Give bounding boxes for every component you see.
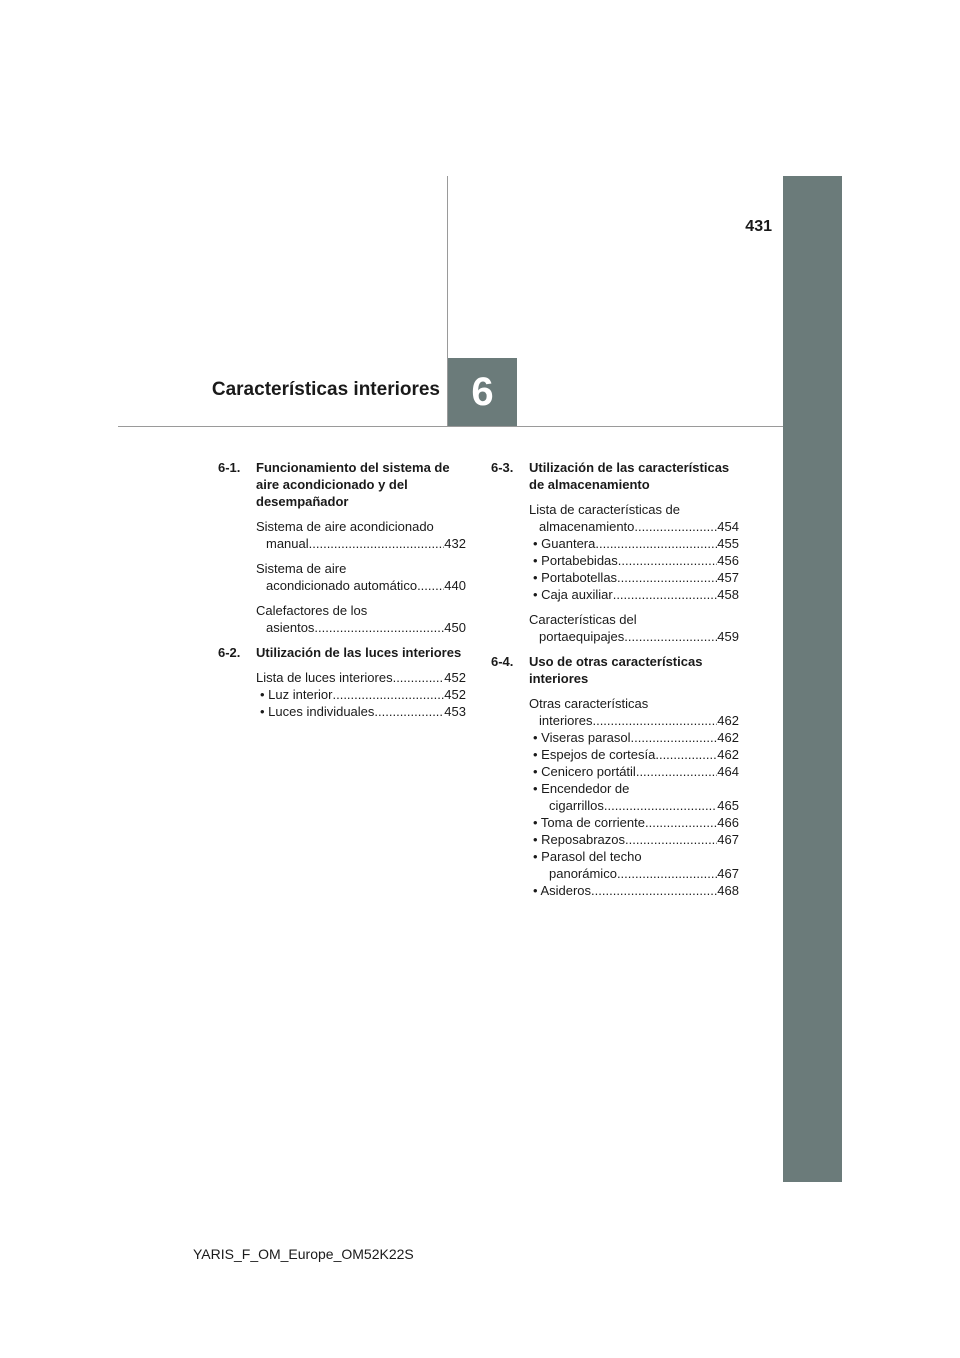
dot-leader <box>634 518 717 535</box>
entry-text: Sistema de aire acondicionado <box>256 519 434 534</box>
subitem-text: • Cenicero portátil <box>533 764 636 779</box>
entry-page: 465 <box>717 798 739 813</box>
toc-section-6-3 <box>491 459 739 645</box>
toc-subitem[interactable] <box>256 686 466 703</box>
dot-leader <box>624 628 717 645</box>
section-heading[interactable] <box>218 644 466 661</box>
section-number: 6-2. <box>218 645 241 660</box>
entry-page: 452 <box>444 670 466 685</box>
section-heading[interactable] <box>491 459 739 493</box>
section-heading[interactable] <box>491 653 739 687</box>
toc-subitem[interactable] <box>529 552 739 569</box>
entry-page: 455 <box>717 536 739 551</box>
section-title: Utilización de las características de almacenamiento <box>529 460 730 492</box>
dot-leader <box>314 619 444 636</box>
dot-leader <box>636 763 717 780</box>
toc-subitem[interactable] <box>529 763 739 780</box>
dot-leader <box>417 577 444 594</box>
toc-entry[interactable] <box>256 669 466 720</box>
dot-leader <box>613 586 718 603</box>
toc-subitem[interactable] <box>529 586 739 603</box>
toc-section-6-1 <box>218 459 466 636</box>
dot-leader <box>645 814 717 831</box>
entry-page: 452 <box>444 687 466 702</box>
section-heading[interactable] <box>218 459 466 510</box>
section-number: 6-3. <box>491 460 514 475</box>
dot-leader <box>591 882 717 899</box>
entry-page: 450 <box>444 620 466 635</box>
section-title: Utilización de las luces interiores <box>256 645 462 660</box>
toc-subitem[interactable] <box>529 569 739 586</box>
entry-text: Lista de luces interiores <box>256 670 393 685</box>
toc-subitem[interactable] <box>529 814 739 831</box>
toc-entry[interactable] <box>256 602 466 636</box>
subitem-text: • Caja auxiliar <box>533 587 613 602</box>
toc-section-6-4 <box>491 653 739 899</box>
entry-text: asientos <box>266 620 315 635</box>
entry-text: Sistema de aire <box>256 561 347 576</box>
section-number: 6-4. <box>491 654 514 669</box>
entry-page: 458 <box>717 587 739 602</box>
dot-leader <box>625 831 717 848</box>
section-title: Funcionamiento del sistema de aire acondicionado y del desempañador <box>256 460 450 509</box>
dot-leader <box>617 569 717 586</box>
subitem-text: • Portabebidas <box>533 553 618 568</box>
toc-column-left <box>218 459 466 728</box>
subitem-text: panorámico <box>549 866 617 881</box>
toc-entry[interactable] <box>529 611 739 645</box>
entry-page: 462 <box>717 747 739 762</box>
toc-subitem[interactable] <box>529 780 739 797</box>
subitem-text: • Asideros <box>533 883 592 898</box>
dot-leader <box>631 729 718 746</box>
entry-page: 468 <box>717 883 739 898</box>
dot-leader <box>374 703 444 720</box>
entry-text: almacenamiento <box>539 519 635 534</box>
toc-subitem[interactable] <box>529 831 739 848</box>
chapter-number-badge <box>448 358 517 426</box>
subitem-text: • Luces individuales <box>260 704 375 719</box>
entry-page: 462 <box>717 713 739 728</box>
toc-column-right <box>491 459 739 907</box>
subitem-text: • Parasol del techo <box>533 849 642 864</box>
entry-text: Lista de características de <box>529 502 681 517</box>
dot-leader <box>592 712 717 729</box>
section-title: Uso de otras características interiores <box>529 654 703 686</box>
toc-entry[interactable] <box>529 695 739 899</box>
subitem-text: • Guantera <box>533 536 596 551</box>
entry-page: 432 <box>444 536 466 551</box>
entry-text: Características del <box>529 612 637 627</box>
chapter-title: Características interiores <box>211 379 440 400</box>
toc-entry[interactable] <box>256 560 466 594</box>
subitem-text: • Espejos de cortesía <box>533 747 656 762</box>
entry-text: Calefactores de los <box>256 603 368 618</box>
entry-text: interiores <box>539 713 593 728</box>
entry-page: 466 <box>717 815 739 830</box>
subitem-text: • Viseras parasol <box>533 730 631 745</box>
header-rule <box>118 426 783 427</box>
chapter-side-tab <box>783 176 842 1182</box>
subitem-text: • Toma de corriente <box>533 815 645 830</box>
chapter-number: 6 <box>471 369 494 414</box>
toc-entry[interactable] <box>256 518 466 552</box>
entry-page: 456 <box>717 553 739 568</box>
entry-text: Otras características <box>529 696 649 711</box>
subitem-text: • Encendedor de <box>533 781 630 796</box>
dot-leader <box>309 535 445 552</box>
entry-page: 453 <box>444 704 466 719</box>
toc-subitem[interactable] <box>529 746 739 763</box>
entry-page: 462 <box>717 730 739 745</box>
entry-page: 464 <box>717 764 739 779</box>
dot-leader <box>604 797 717 814</box>
dot-leader <box>393 669 445 686</box>
toc-subitem-continued[interactable] <box>529 797 739 814</box>
dot-leader <box>655 746 717 763</box>
entry-page: 440 <box>444 578 466 593</box>
toc-subitem[interactable] <box>529 729 739 746</box>
subitem-text: cigarrillos <box>549 798 604 813</box>
toc-section-6-2 <box>218 644 466 720</box>
entry-page: 459 <box>717 629 739 644</box>
dot-leader <box>595 535 717 552</box>
dot-leader <box>617 865 717 882</box>
entry-text: manual <box>266 536 309 551</box>
entry-page: 454 <box>717 519 739 534</box>
entry-page: 467 <box>717 832 739 847</box>
subitem-text: • Reposabrazos <box>533 832 625 847</box>
toc-subitem[interactable] <box>529 882 739 899</box>
subitem-text: • Portabotellas <box>533 570 618 585</box>
subitem-text: • Luz interior <box>260 687 333 702</box>
entry-text: portaequipajes <box>539 629 625 644</box>
entry-text: acondicionado automático <box>266 578 418 593</box>
section-number: 6-1. <box>218 460 241 475</box>
footer-doc-code: YARIS_F_OM_Europe_OM52K22S <box>193 1246 414 1262</box>
toc-subitem-continued[interactable] <box>529 865 739 882</box>
dot-leader <box>332 686 444 703</box>
toc-subitem[interactable] <box>529 848 739 865</box>
toc-subitem[interactable] <box>529 535 739 552</box>
toc-subitem[interactable] <box>256 703 466 720</box>
toc-entry[interactable] <box>529 501 739 603</box>
entry-page: 457 <box>717 570 739 585</box>
page-number: 431 <box>745 218 772 235</box>
entry-page: 467 <box>717 866 739 881</box>
dot-leader <box>618 552 718 569</box>
